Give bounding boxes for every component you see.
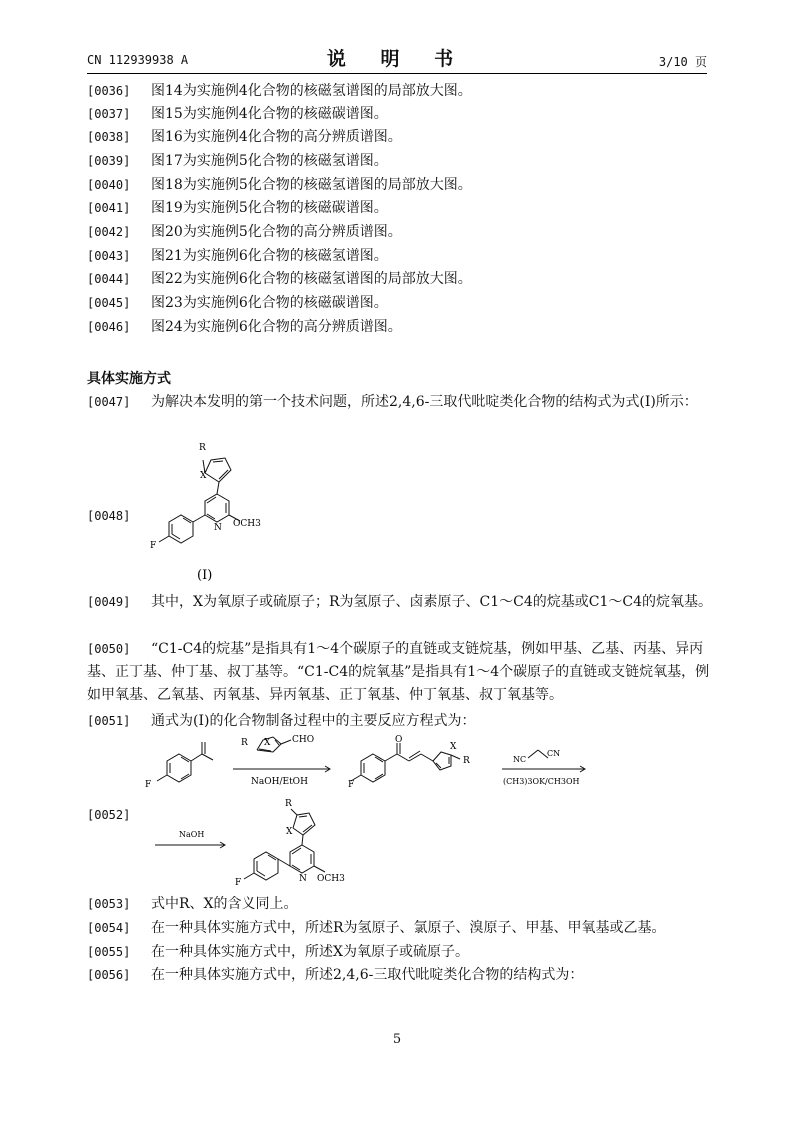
- paragraph-number: [0050]: [87, 642, 131, 656]
- patent-number: CN 112939938 A: [87, 53, 189, 67]
- paragraph-number: [0037]: [87, 107, 131, 121]
- paragraph-number: [0055]: [87, 945, 131, 959]
- paragraph-0049: [87, 591, 712, 614]
- paragraph-0046: [87, 316, 712, 339]
- paragraph-text: 在一种具体实施方式中，所述X为氧原子或硫原子。: [151, 944, 469, 960]
- paragraph-number: [0054]: [87, 921, 131, 935]
- product-R-label: R: [285, 799, 292, 809]
- paragraph-0038: [87, 126, 712, 149]
- paragraph-0036: [87, 80, 712, 103]
- paragraph-0050: [87, 638, 712, 707]
- paragraph-number: [0041]: [87, 201, 131, 215]
- paragraph-number: [0049]: [87, 595, 131, 609]
- paragraph-0039: [87, 150, 712, 173]
- reaction-scheme-step2: [145, 793, 375, 893]
- paragraph-text: 图14为实施例4化合物的核磁氢谱图的局部放大图。: [151, 83, 472, 99]
- paragraph-number: [0046]: [87, 320, 131, 334]
- paragraph-0047: [87, 391, 712, 414]
- paragraph-text: 图22为实施例6化合物的核磁氢谱图的局部放大图。: [151, 271, 472, 287]
- paragraph-number: [0045]: [87, 296, 131, 310]
- paragraph-0055: [87, 941, 712, 964]
- malononitrile-CN-label: CN: [547, 749, 561, 758]
- paragraph-text: 图24为实施例6化合物的高分辨质谱图。: [151, 319, 402, 335]
- paragraph-text: 图18为实施例5化合物的核磁氢谱图的局部放大图。: [151, 177, 472, 193]
- paragraph-text: 图20为实施例5化合物的高分辨质谱图。: [151, 224, 402, 240]
- product-F-label: F: [235, 878, 242, 888]
- paragraph-number: [0052]: [87, 808, 131, 822]
- paragraph-text: “C1-C4的烷基”是指具有1～4个碳原子的直链或支链烷基，例如甲基、乙基、丙基、异丙基、正丁基、仲丁基、叔丁基等。“C1-C4的烷氧基”是指具有1～4个碳原子的直链或支链烷氧基，例如甲氧基、乙氧基、丙氧基、异丙氧基、正丁氧基、仲丁氧基、叔丁氧基等。: [87, 641, 710, 703]
- aldehyde-X-label: X: [264, 738, 271, 748]
- chalcone-F-label: F: [348, 780, 355, 790]
- paragraph-0040: [87, 174, 712, 197]
- paragraph-number: [0042]: [87, 225, 131, 239]
- reactant-F-label: F: [145, 780, 152, 790]
- paragraph-0053: [87, 893, 712, 916]
- structure-formula-I: [145, 438, 261, 588]
- paragraph-text: 为解决本发明的第一个技术问题，所述2,4,6-三取代吡啶类化合物的结构式为式(I)所示：: [151, 394, 698, 410]
- product-N-label: N: [299, 874, 307, 884]
- section-heading: 具体实施方式: [87, 371, 171, 387]
- document-title: 说 明 书: [326, 48, 468, 70]
- paragraph-text: 其中，X为氧原子或硫原子；R为氢原子、卤素原子、C1～C4的烷基或C1～C4的烷氧基。: [151, 594, 712, 610]
- condition-naoh-etoh: NaOH/EtOH: [251, 777, 308, 787]
- reaction-scheme-step1: [145, 732, 590, 792]
- structure-caption: (I): [197, 568, 213, 583]
- condition-base-methanol: (CH3)3OK/CH3OH: [503, 777, 580, 786]
- chalcone-O-label: O: [395, 735, 403, 745]
- paragraph-0056: [87, 964, 712, 987]
- paragraph-number: [0051]: [87, 714, 131, 728]
- condition-naoh: NaOH: [179, 830, 205, 839]
- product-X-label: X: [286, 827, 293, 837]
- paragraph-text: 通式为(I)的化合物制备过程中的主要反应方程式为：: [151, 713, 476, 729]
- paragraph-text: 图15为实施例4化合物的核磁碳谱图。: [151, 106, 388, 122]
- paragraph-number: [0040]: [87, 178, 131, 192]
- paragraph-text: 在一种具体实施方式中，所述R为氢原子、氯原子、溴原子、甲基、甲氧基或乙基。: [151, 920, 666, 936]
- paragraph-number: [0043]: [87, 249, 131, 263]
- paragraph-0051: [87, 710, 712, 733]
- structure-OCH3-label: OCH3: [233, 519, 261, 529]
- paragraph-text: 图21为实施例6化合物的核磁氢谱图。: [151, 248, 388, 264]
- page-number: 5: [392, 1032, 402, 1047]
- paragraph-0037: [87, 103, 712, 126]
- chalcone-X-label: X: [450, 742, 457, 752]
- page-indicator: 3/10 页: [658, 55, 707, 69]
- paragraph-number: [0038]: [87, 130, 131, 144]
- paragraph-number: [0053]: [87, 897, 131, 911]
- structure-N-label: N: [214, 523, 222, 533]
- paragraph-text: 式中R、X的含义同上。: [151, 896, 298, 912]
- paragraph-number: [0036]: [87, 84, 131, 98]
- structure-X-label: X: [200, 471, 207, 481]
- paragraph-text: 在一种具体实施方式中，所述2,4,6-三取代吡啶类化合物的结构式为：: [151, 967, 584, 983]
- paragraph-number: [0044]: [87, 272, 131, 286]
- chalcone-R-label: R: [463, 756, 470, 766]
- paragraph-0042: [87, 221, 712, 244]
- paragraph-number: [0056]: [87, 968, 131, 982]
- paragraph-0041: [87, 197, 712, 220]
- paragraph-0054: [87, 917, 712, 940]
- malononitrile-NC-label: NC: [513, 755, 527, 764]
- aldehyde-R-label: R: [241, 738, 248, 748]
- paragraph-0044: [87, 268, 712, 291]
- paragraph-text: 图16为实施例4化合物的高分辨质谱图。: [151, 129, 402, 145]
- paragraph-0045: [87, 292, 712, 315]
- paragraph-text: 图19为实施例5化合物的核磁碳谱图。: [151, 200, 388, 216]
- paragraph-number: [0047]: [87, 395, 131, 409]
- paragraph-number: [0048]: [87, 509, 131, 523]
- paragraph-text: 图17为实施例5化合物的核磁氢谱图。: [151, 153, 388, 169]
- aldehyde-CHO-label: CHO: [292, 735, 315, 745]
- paragraph-text: 图23为实施例6化合物的核磁碳谱图。: [151, 295, 388, 311]
- structure-F-label: F: [150, 541, 157, 551]
- structure-R-label: R: [199, 443, 206, 453]
- product-OCH3-label: OCH3: [317, 874, 345, 884]
- header-rule: [87, 73, 707, 74]
- paragraph-0043: [87, 245, 712, 268]
- paragraph-number: [0039]: [87, 154, 131, 168]
